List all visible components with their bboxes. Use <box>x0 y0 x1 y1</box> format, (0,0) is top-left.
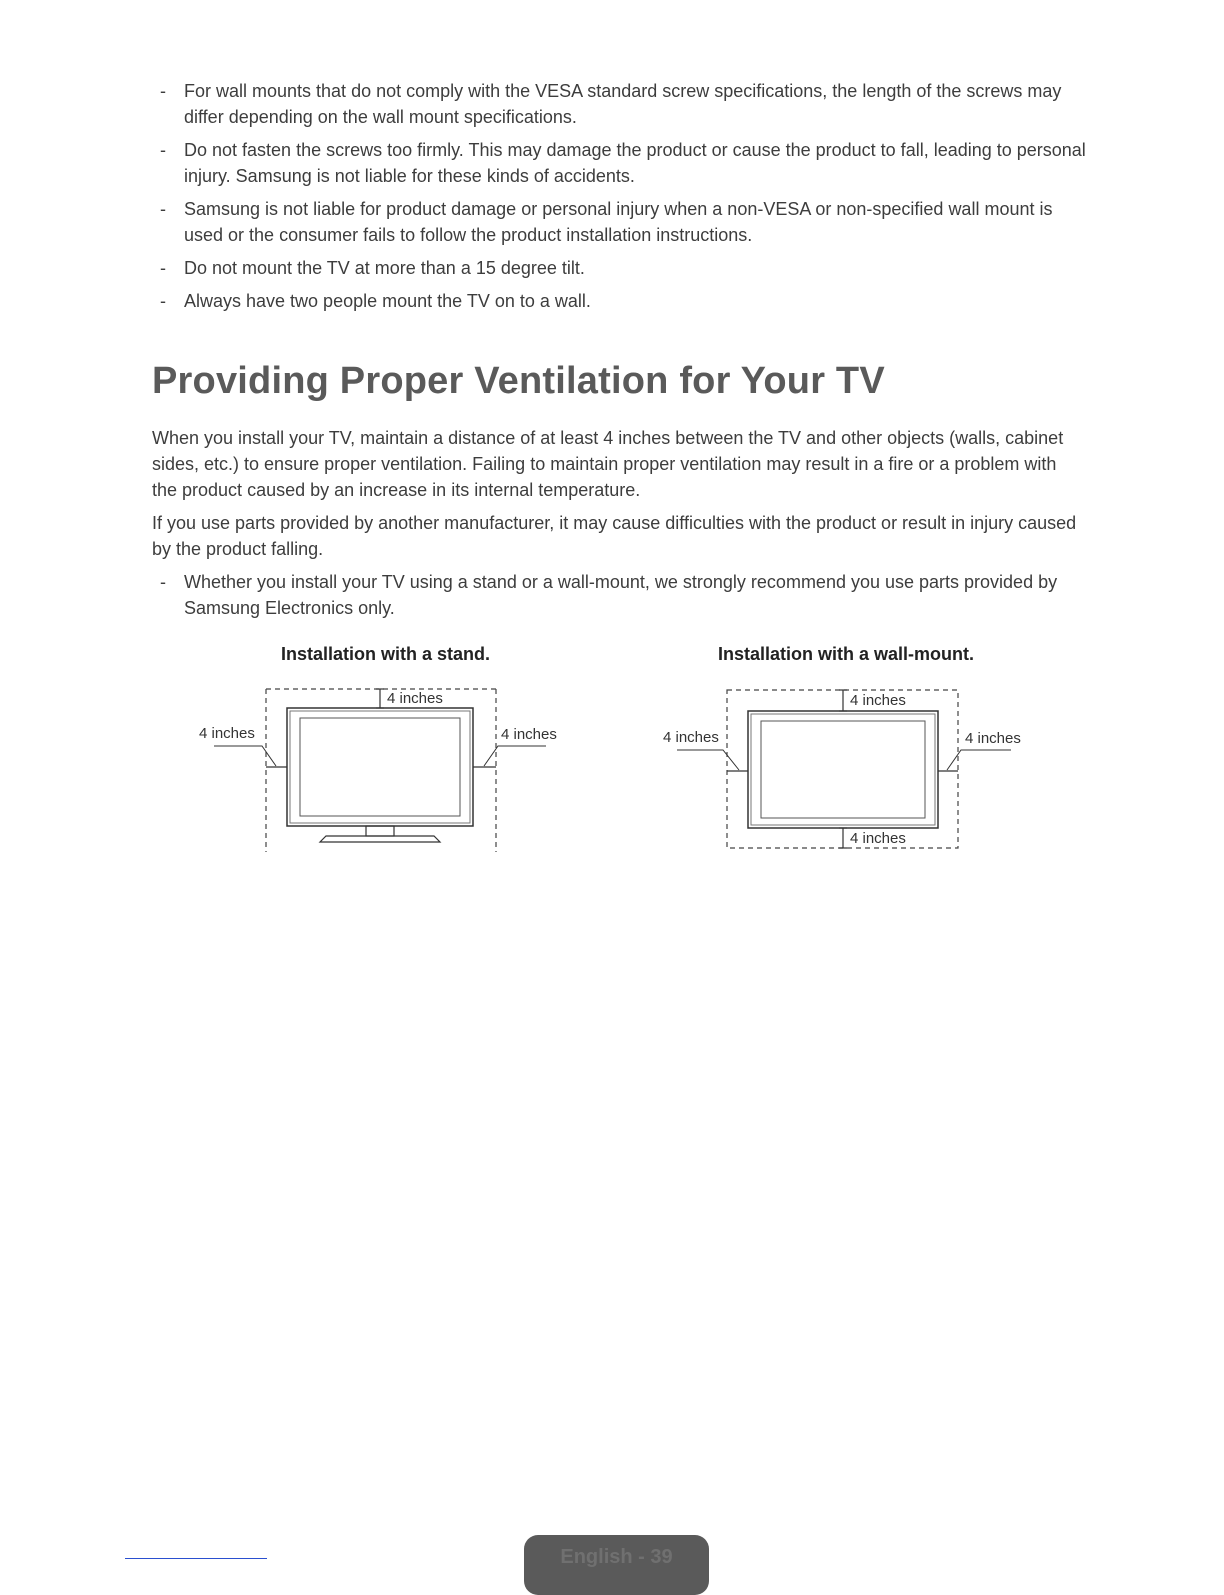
top-label: 4 inches <box>850 692 906 709</box>
top-label: 4 inches <box>387 690 443 707</box>
paragraph-parts: If you use parts provided by another manufacturer, it may cause difficulties with the product or result in injury caused by the product falling. <box>152 513 1077 559</box>
list-item <box>160 569 1082 621</box>
list-item <box>160 288 1090 314</box>
bullet-text: Do not fasten the screws too firmly. This may damage the product or cause the product to fall, leading to personal injury. Samsung is not liable for these kinds of accidents. <box>184 140 1086 186</box>
bullet-dash: - <box>160 199 166 219</box>
left-leader-line <box>677 750 739 770</box>
right-leader-line <box>947 750 1011 770</box>
left-label: 4 inches <box>663 729 719 746</box>
tv-bezel <box>751 714 935 825</box>
tv-bezel <box>290 711 470 823</box>
tv-screen <box>761 721 925 818</box>
list-item <box>160 78 1090 130</box>
list-item <box>160 137 1090 189</box>
bottom-label: 4 inches <box>850 830 906 847</box>
tv-stand-neck <box>366 826 394 836</box>
bullet-dash: - <box>160 572 166 592</box>
bullet-text: For wall mounts that do not comply with the VESA standard screw specifications, the length of the screws may differ depending on the wall mount specifications. <box>184 81 1062 127</box>
figure-title-stand: Installation with a stand. <box>281 644 491 664</box>
tv-screen <box>300 718 460 816</box>
right-label: 4 inches <box>501 726 557 743</box>
stand-installation-diagram <box>190 680 570 855</box>
bullet-dash: - <box>160 81 166 101</box>
bullet-dash: - <box>160 291 166 311</box>
paragraph-ventilation: When you install your TV, maintain a distance of at least 4 inches between the TV and other objects (walls, cabinet sides, etc.) to ensure proper ventilation. Failing to maintain proper ventilation may result in a fire or a problem with the product caused by an increase in its internal temperature. <box>152 428 1064 500</box>
wall-mount-installation-diagram <box>655 680 1035 855</box>
tv-stand-base <box>320 836 440 842</box>
figure-title-wall: Installation with a wall-mount. <box>718 644 975 664</box>
bullet-text: Samsung is not liable for product damage or personal injury when a non-VESA or non-specified wall mount is used or the consumer fails to follow the product installation instructions. <box>184 199 1053 245</box>
top-bullet-list <box>160 78 1090 321</box>
list-item <box>160 255 1090 281</box>
bullet-text: Always have two people mount the TV on to a wall. <box>184 291 591 311</box>
section-heading: Providing Proper Ventilation for Your TV <box>152 360 885 402</box>
left-leader-line <box>214 746 276 766</box>
list-item <box>160 196 1090 248</box>
section-body <box>152 425 1082 628</box>
bullet-text: Do not mount the TV at more than a 15 degree tilt. <box>184 258 585 278</box>
tv-frame <box>287 708 473 826</box>
footer-rule <box>125 1558 267 1559</box>
right-leader-line <box>484 746 546 766</box>
left-label: 4 inches <box>199 725 255 742</box>
right-label: 4 inches <box>965 730 1021 747</box>
bullet-dash: - <box>160 140 166 160</box>
page-number-badge: English - 39 <box>524 1535 709 1595</box>
tv-frame <box>748 711 938 828</box>
bullet-text: Whether you install your TV using a stand or a wall-mount, we strongly recommend you use parts provided by Samsung Electronics only. <box>184 572 1058 618</box>
bullet-dash: - <box>160 258 166 278</box>
